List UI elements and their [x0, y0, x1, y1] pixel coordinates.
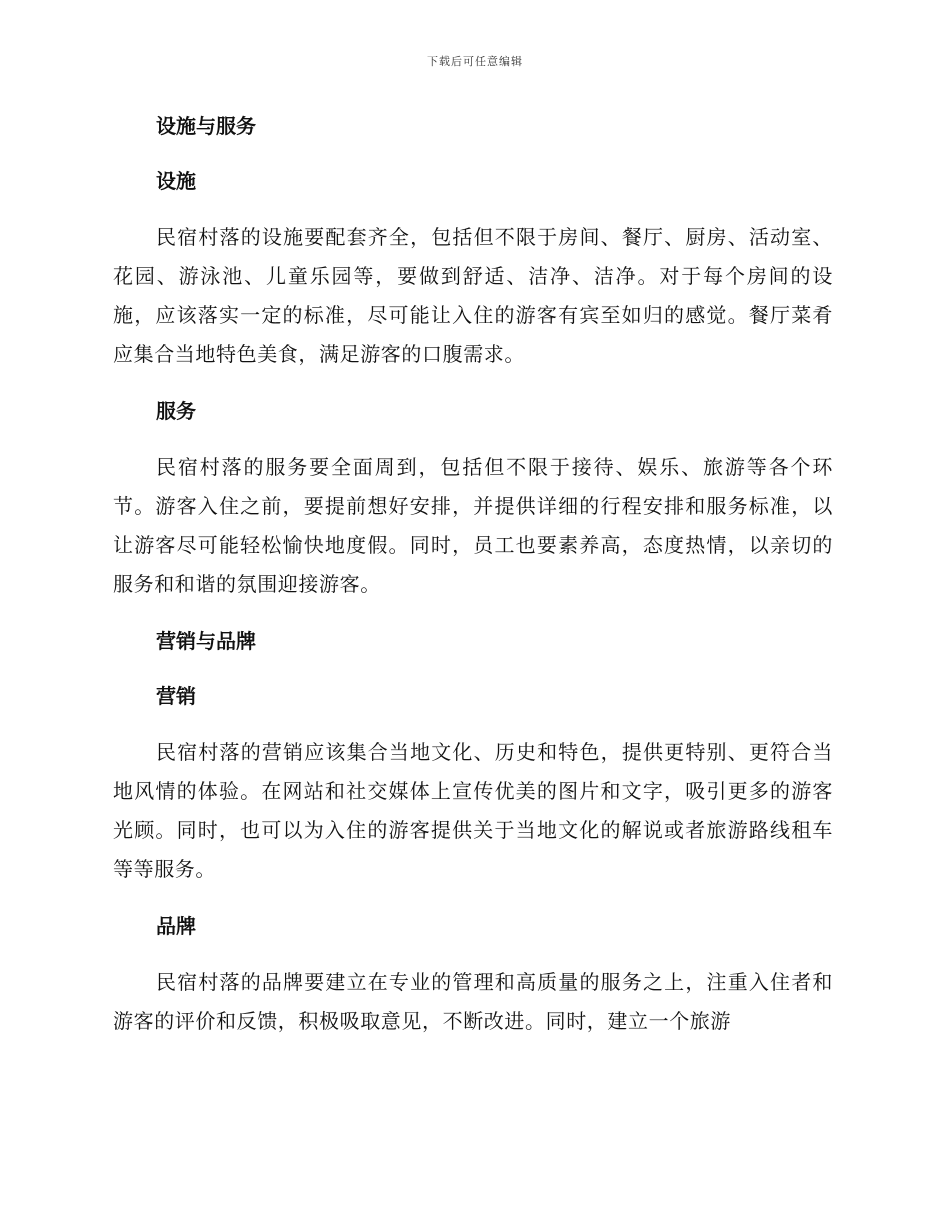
- subsection-title-services: 服务: [156, 399, 196, 423]
- document-body: [113, 108, 833, 1041]
- paragraph-brand: 民宿村落的品牌要建立在专业的管理和高质量的服务之上，注重入住者和游客的评价和反馈，积极吸取意见，不断改进。同时，建立一个旅游: [113, 970, 833, 1033]
- paragraph-marketing: 民宿村落的营销应该集合当地文化、历史和特色，提供更特别、更符合当地风情的体验。在网站和社交媒体上宣传优美的图片和文字，吸引更多的游客光顾。同时，也可以为入住的游客提供关于当地文化的解说或者旅游路线租车等等服务。: [113, 740, 833, 881]
- paragraph-facilities: 民宿村落的设施要配套齐全，包括但不限于房间、餐厅、厨房、活动室、花园、游泳池、儿童乐园等，要做到舒适、洁净、洁净。对于每个房间的设施，应该落实一定的标准，尽可能让入住的游客有宾至如归的感觉。餐厅菜肴应集合当地特色美食，满足游客的口腹需求。: [113, 225, 833, 366]
- subsection-title-brand: 品牌: [156, 914, 196, 938]
- subsection-title-marketing: 营销: [156, 684, 196, 708]
- paragraph-services: 民宿村落的服务要全面周到，包括但不限于接待、娱乐、旅游等各个环节。游客入住之前，要提前想好安排，并提供详细的行程安排和服务标准，以让游客尽可能轻松愉快地度假。同时，员工也要素养高，态度热情，以亲切的服务和和谐的氛围迎接游客。: [113, 455, 833, 596]
- section-title-marketing-brand: 营销与品牌: [156, 629, 256, 653]
- subsection-title-facilities: 设施: [156, 169, 196, 193]
- section-title-facilities-services: 设施与服务: [156, 114, 256, 138]
- page-header-note: 下载后可任意编辑: [427, 55, 523, 68]
